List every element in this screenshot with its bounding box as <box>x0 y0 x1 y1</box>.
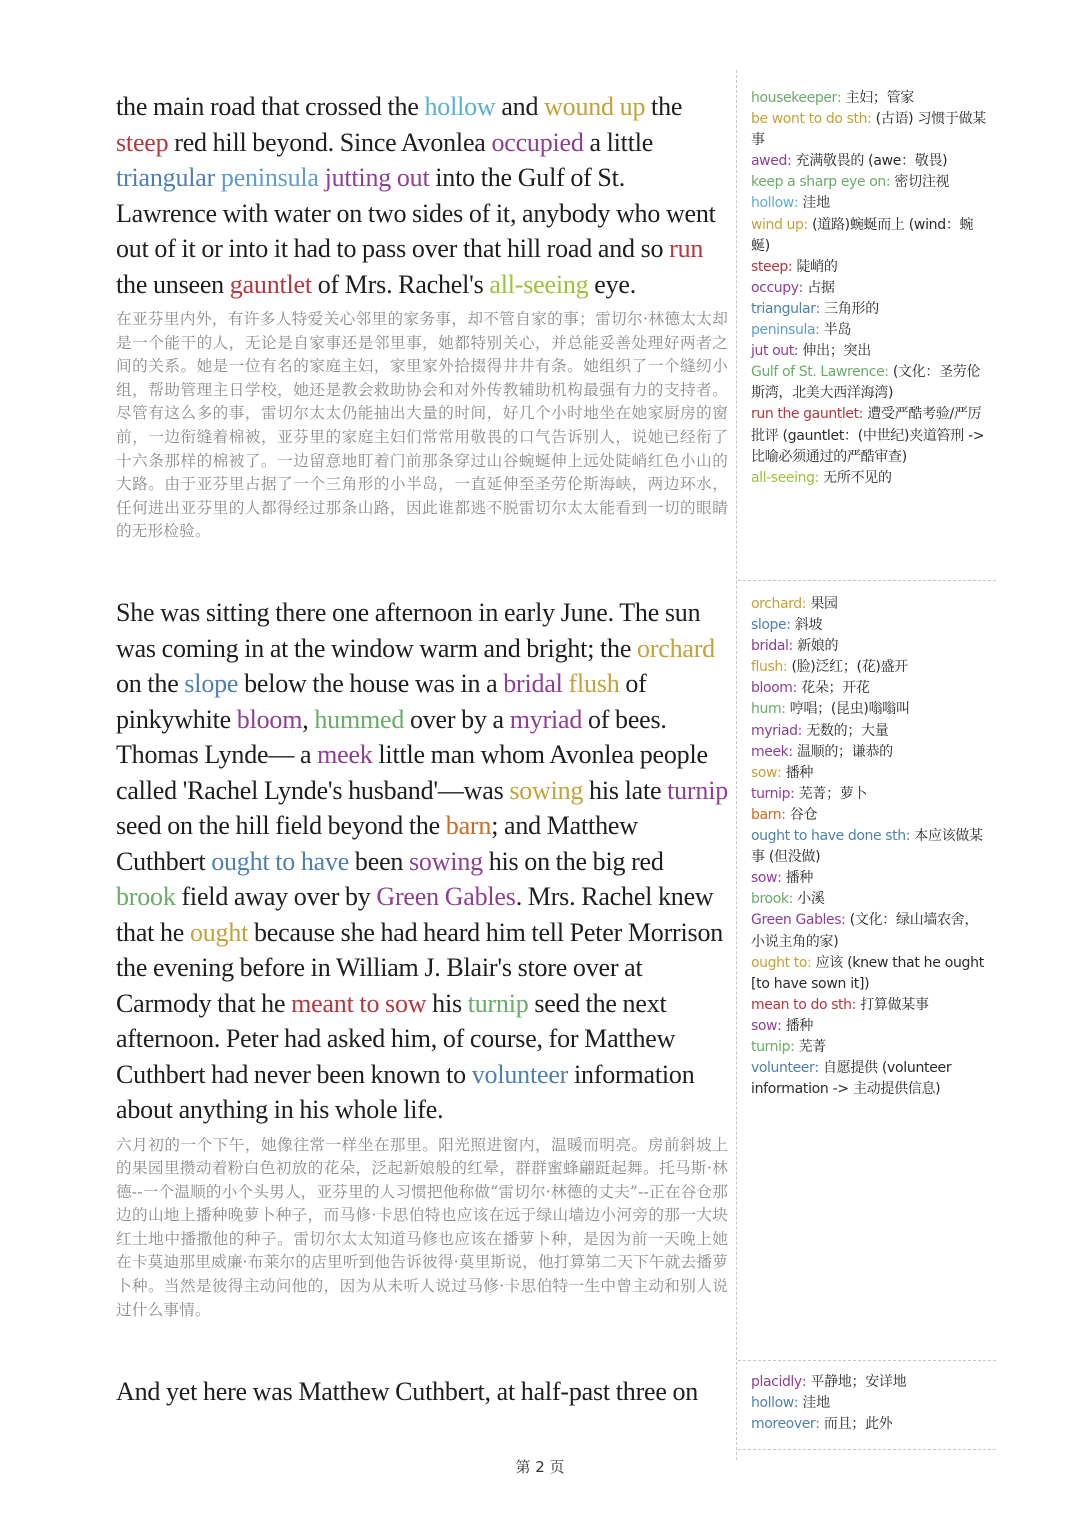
vocab-note <box>751 1016 987 1037</box>
vocab-meaning: 哼唱；(昆虫)嗡嗡叫 <box>789 701 910 718</box>
vocab-highlight: wound up <box>544 92 646 121</box>
vocab-term: myriad <box>751 722 798 739</box>
vocab-note <box>751 362 987 404</box>
vocab-meaning: 密切注视 <box>894 174 950 191</box>
vocab-note <box>751 910 987 952</box>
term-separator: : <box>798 279 808 296</box>
vocab-highlight: barn <box>445 811 492 840</box>
term-separator: : <box>786 153 796 170</box>
term-separator: : <box>793 195 803 212</box>
term-separator: : <box>797 722 807 739</box>
vocab-meaning: (脸)泛红；(花)盛开 <box>791 659 908 676</box>
vocab-meaning: 应该 (knew that he ought [to have sown it]) <box>751 954 984 992</box>
vocab-highlight: ought <box>189 917 249 947</box>
text-run: of Mrs. Rachel's <box>311 269 490 299</box>
vocab-note <box>751 636 987 657</box>
vocab-term: ought to <box>751 954 807 971</box>
vocab-highlight: volunteer <box>471 1059 569 1089</box>
vocab-term: Green Gables <box>751 912 842 929</box>
vocab-highlight: bridal <box>503 669 563 698</box>
vocab-highlight: occupied <box>491 127 584 157</box>
text-run: She was sitting there one afternoon in early June. The sun was coming in at the window warm and bright; the <box>116 598 701 663</box>
text-run: on the <box>116 669 185 698</box>
text-run: of bees. Thomas Lynde— a <box>116 704 667 769</box>
vocab-highlight: brook <box>116 882 176 911</box>
notes-separator-2 <box>738 1360 996 1361</box>
vocab-term: triangular <box>751 300 816 317</box>
vocab-highlight: turnip <box>467 988 529 1018</box>
term-separator: : <box>815 322 824 339</box>
vocab-term: Gulf of St. Lawrence <box>751 364 885 381</box>
vocab-meaning: 自愿提供 (volunteer information -> 主动提供信息) <box>751 1060 952 1098</box>
text-run: been <box>349 846 410 876</box>
vocab-meaning: 芜菁 <box>798 1038 827 1055</box>
chinese-translation-1: 在亚芬里内外，有许多人特爱关心邻里的家务事，却不管自家的事；雷切尔·林德太太却是一个能干的人，无论是自家事还是邻里事，她都特别关心，并总能妥善处理好两者之间的关系。她是一位有名的家庭主妇，家里家外拾掇得井井有条。她组织了一个缝纫小组，帮助管理主日学校，她还是教会救助协会和对外传教辅助机构最强有力的支持者。尽管有这么多的事，雷切尔太太仍能抽出大量的时间，好几个小时地坐在她家厨房的窗前，一边衔缝着棉被，亚芬里的家庭主妇们常常用敬畏的口气告诉别人，说她已经衔了十六条那样的棉被了。一边留意地盯着门前那条穿过山谷蜿蜒伸上远处陡峭红色小山的大路。由于亚芬里占据了一个三角形的小半岛，一直延伸至圣劳伦斯海峡，两边环水，任何进出亚芬里的人都得经过那条山路，因此谁都逃不脱雷切尔太太能看到一切的眼睛的无形检验。 <box>116 310 728 541</box>
vocab-term: keep a sharp eye on <box>751 174 886 191</box>
vocab-highlight: myriad <box>509 704 583 734</box>
vocab-highlight: peninsula <box>220 163 319 192</box>
term-separator: : <box>841 912 850 929</box>
vocab-meaning: 三角形的 <box>824 300 879 317</box>
vocab-meaning: 谷仓 <box>789 806 818 823</box>
vocab-meaning: 无所不见的 <box>823 469 892 486</box>
term-separator: : <box>788 638 798 655</box>
vocab-term: run the gauntlet <box>751 406 859 423</box>
text-run: of pinkywhite <box>116 669 647 734</box>
term-separator: : <box>815 300 825 317</box>
vocab-meaning: 洼地 <box>802 195 830 212</box>
vocab-note <box>751 721 987 742</box>
vocab-term: hollow <box>751 195 794 212</box>
term-separator: : <box>884 364 893 381</box>
vocab-meaning: 播种 <box>785 1017 814 1034</box>
vocab-highlight: jutting out <box>324 163 430 192</box>
passage-1 <box>116 89 728 544</box>
vocab-meaning: 半岛 <box>823 322 852 339</box>
term-separator: : <box>788 743 797 760</box>
page-number: 第 2 页 <box>515 1458 565 1476</box>
text-run: eye. <box>588 269 637 299</box>
vocab-note <box>751 657 987 678</box>
text-run: . Mrs. Rachel knew that he <box>116 882 714 947</box>
vocab-meaning: 小溪 <box>797 891 825 908</box>
term-separator: : <box>801 596 811 612</box>
term-separator: : <box>851 996 861 1013</box>
vocab-note <box>751 953 987 995</box>
vocab-term: bridal <box>751 638 789 655</box>
vocab-term: volunteer <box>751 1060 815 1077</box>
vocab-term: flush <box>751 659 783 676</box>
text-run: into the Gulf of St. Lawrence with water on two sides of it, anybody who went out of it or into it had to pass over that hill road and so <box>116 163 716 263</box>
term-separator: : <box>781 806 790 823</box>
vocab-term: jut out <box>751 343 794 360</box>
term-separator: : <box>814 469 824 486</box>
vocab-meaning: 占据 <box>807 279 835 296</box>
vocab-notes-1 <box>751 88 987 489</box>
vocab-meaning: 芜菁；萝卜 <box>798 785 868 802</box>
vocab-highlight: meek <box>317 740 373 769</box>
vocab-note <box>751 889 987 910</box>
vocab-meaning: 花朵；开花 <box>801 680 870 697</box>
term-separator: : <box>777 870 786 887</box>
vocab-meaning: 伸出；突出 <box>802 343 871 360</box>
vocab-note <box>751 468 987 489</box>
vocab-term: sow <box>751 764 778 781</box>
term-separator: : <box>781 701 790 718</box>
vocab-note <box>751 1372 987 1393</box>
vocab-note <box>751 299 987 320</box>
vocab-note <box>751 278 987 299</box>
vocab-meaning: 本应该做某事 (但没做) <box>751 828 983 866</box>
term-separator: : <box>793 343 803 360</box>
vocab-note <box>751 826 987 868</box>
text-run: And yet here was Matthew Cuthbert, at half-past three on <box>116 1377 699 1406</box>
vocab-note <box>751 320 987 341</box>
vocab-highlight: run <box>669 234 704 263</box>
notes-separator-1 <box>738 580 996 581</box>
term-separator: : <box>793 1395 803 1412</box>
vocab-term: brook <box>751 891 789 908</box>
vocab-meaning: 播种 <box>785 870 814 887</box>
vocab-highlight: meant to sow <box>291 988 427 1018</box>
vocab-term: ought to have done sth <box>751 828 906 845</box>
vocab-note <box>751 742 987 763</box>
term-separator: : <box>807 954 816 971</box>
vocab-meaning: (古语) 习惯于做某事 <box>751 111 986 149</box>
text-run: field away over by <box>175 882 377 911</box>
vocab-highlight: steep <box>116 127 169 157</box>
vocab-meaning: 斜坡 <box>794 617 823 634</box>
vocab-term: be wont to do sth <box>751 111 868 128</box>
term-separator: : <box>801 1374 811 1390</box>
passage-2 <box>116 595 728 1322</box>
vocab-highlight: bloom <box>236 704 303 734</box>
text-run: a little <box>583 127 654 157</box>
vocab-note <box>751 404 987 467</box>
vocab-highlight: hollow <box>424 92 496 121</box>
english-paragraph-3 <box>116 1374 728 1410</box>
vocab-highlight: gauntlet <box>229 269 312 299</box>
vocab-note <box>751 193 987 214</box>
vocab-note <box>751 615 987 636</box>
vocab-highlight: Green Gables <box>376 882 516 911</box>
term-separator: : <box>803 216 813 233</box>
vocab-highlight: ought to have <box>211 846 350 876</box>
vocab-note <box>751 805 987 826</box>
term-separator: : <box>788 891 798 908</box>
vocab-meaning: 果园 <box>810 596 838 612</box>
vocab-highlight: turnip <box>667 775 729 805</box>
vocab-note <box>751 215 987 257</box>
term-separator: : <box>858 406 868 423</box>
vocab-notes-3 <box>751 1372 987 1435</box>
text-run: information about anything in his whole life. <box>116 1059 695 1124</box>
text-run: seed on the hill field beyond the <box>116 811 446 840</box>
vocab-note <box>751 1058 987 1100</box>
vocab-term: peninsula <box>751 322 816 339</box>
vocab-highlight: hummed <box>314 704 405 734</box>
vocab-term: housekeeper <box>751 90 837 106</box>
vocab-meaning: 而且；此外 <box>823 1416 893 1433</box>
vocab-note <box>751 868 987 889</box>
text-run: over by a <box>404 704 510 734</box>
vocab-note <box>751 257 987 278</box>
term-separator: : <box>815 1416 824 1433</box>
text-run: seed the next afternoon. Peter had asked him, of course, for Matthew Cuthbert had never been known to <box>116 988 676 1089</box>
vocab-term: turnip <box>751 785 791 802</box>
text-run: ; and Matthew Cuthbert <box>116 811 638 876</box>
text-run: the unseen <box>116 269 230 299</box>
vocab-highlight: slope <box>184 669 239 698</box>
vocab-meaning: 陡峭的 <box>796 258 838 275</box>
text-run: below the house was in a <box>238 669 504 698</box>
text-run: and <box>495 92 545 121</box>
text-run: the <box>645 92 683 121</box>
text-run: because she had heard him tell Peter Morrison the evening before in William J. Blair's store over at Carmody that he <box>116 917 724 1018</box>
vocab-meaning: 主妇；管家 <box>845 90 914 106</box>
vocab-note <box>751 995 987 1016</box>
vocab-term: hollow <box>751 1395 794 1412</box>
text-run: his <box>426 988 468 1018</box>
vocab-highlight: flush <box>568 669 620 698</box>
vocab-meaning: 打算做某事 <box>860 996 929 1013</box>
vocab-note <box>751 109 987 151</box>
vocab-highlight: orchard <box>636 633 715 663</box>
vocab-meaning: 新娘的 <box>797 638 839 655</box>
vocab-notes-2 <box>751 594 987 1100</box>
vocab-term: sow <box>751 870 778 887</box>
vocab-term: hum <box>751 701 782 718</box>
text-run: little man whom Avonlea people called 'Rachel Lynde's husband'—was <box>116 740 708 805</box>
vocab-meaning: (文化：圣劳伦斯湾，北美大西洋海湾) <box>751 364 981 402</box>
term-separator: : <box>867 111 876 128</box>
vocab-meaning: 平静地；安详地 <box>810 1374 907 1390</box>
vocab-meaning: 遭受严酷考验/严厉批评 (gauntlet：(中世纪)夹道笞刑 -> 比喻必须通过的严酷审查) <box>751 406 985 465</box>
vocab-term: barn <box>751 806 782 823</box>
term-separator: : <box>777 764 786 781</box>
term-separator: : <box>814 1060 823 1077</box>
vocab-highlight: sowing <box>409 846 483 876</box>
term-separator: : <box>836 90 846 106</box>
vocab-term: steep <box>751 258 788 275</box>
vocab-meaning: 温顺的；谦恭的 <box>796 743 893 760</box>
text-run: his on the big red <box>482 846 664 876</box>
term-separator: : <box>787 258 797 275</box>
vocab-meaning: 无数的；大量 <box>806 722 889 739</box>
vocab-note <box>751 763 987 784</box>
term-separator: : <box>777 1017 786 1034</box>
chinese-translation-2: 六月初的一个下午，她像往常一样坐在那里。阳光照进窗内，温暖而明亮。房前斜坡上的果园里攒动着粉白色初放的花朵，泛起新娘般的红晕，群群蜜蜂翩跹起舞。托马斯·林德--一个温顺的小个头男人，亚芬里的人习惯把他称做“雷切尔·林德的丈夫”--正在谷仓那边的山地上播种晚萝卜种子，而马修·卡思伯特也应该在远于绿山墙边小河旁的那一大块红土地中播撒他的种子。雷切尔太太知道马修也应该在播萝卜种，是因为前一天晚上她在卡莫迪那里威廉·布莱尔的店里听到他告诉彼得·莫里斯说，他打算第二天下午就去播萝卜种。当然是彼得主动问他的，因为从未听人说过马修·卡思伯特一生中曾主动和别人说过什么事情。 <box>116 1135 728 1319</box>
vocab-note <box>751 151 987 172</box>
term-separator: : <box>790 785 799 802</box>
vocab-note <box>751 699 987 720</box>
vocab-term: occupy <box>751 279 799 296</box>
vocab-note <box>751 88 987 109</box>
text-run: red hill beyond. Since Avonlea <box>168 127 492 157</box>
term-separator: : <box>786 617 795 634</box>
vocab-note <box>751 172 987 193</box>
vocab-meaning: 充满敬畏的 (awe：敬畏) <box>795 153 948 170</box>
vocab-meaning: (道路)蜿蜒而上 (wind：蜿蜒) <box>751 216 974 254</box>
vocab-note <box>751 341 987 362</box>
text-run: his late <box>583 775 668 805</box>
vocab-highlight: sowing <box>509 775 584 805</box>
vocab-note <box>751 784 987 805</box>
vocab-meaning: (文化：绿山墙农舍，小说主角的家) <box>751 912 979 950</box>
term-separator: : <box>782 659 792 676</box>
vocab-term: mean to do sth <box>751 996 852 1013</box>
vocab-term: placidly <box>751 1374 802 1390</box>
vocab-meaning: 播种 <box>785 764 814 781</box>
vocab-term: turnip <box>751 1038 791 1055</box>
term-separator: : <box>885 174 895 191</box>
vocab-term: orchard <box>751 596 802 612</box>
text-run: the main road that crossed the <box>116 92 425 121</box>
vocab-term: wind up <box>751 216 804 233</box>
vocab-term: slope <box>751 617 787 634</box>
vocab-note <box>751 594 987 615</box>
vocab-term: sow <box>751 1017 778 1034</box>
vocab-highlight: all-seeing <box>489 269 589 299</box>
text-run: , <box>302 704 315 734</box>
notes-separator-3 <box>738 1449 996 1450</box>
vocab-note <box>751 1037 987 1058</box>
passage-3 <box>116 1374 728 1410</box>
vocab-note <box>751 1393 987 1414</box>
vocab-meaning: 洼地 <box>802 1395 830 1412</box>
term-separator: : <box>792 680 802 697</box>
term-separator: : <box>905 828 915 845</box>
vocab-term: moreover <box>751 1416 816 1433</box>
vocab-note <box>751 1414 987 1435</box>
term-separator: : <box>790 1038 799 1055</box>
vocab-highlight: triangular <box>116 163 216 192</box>
vocab-term: bloom <box>751 680 793 697</box>
english-paragraph-1 <box>116 89 728 302</box>
sidebar-divider <box>736 70 737 1460</box>
vocab-term: all-seeing <box>751 469 815 486</box>
english-paragraph-2 <box>116 595 728 1128</box>
vocab-term: meek <box>751 743 789 760</box>
vocab-note <box>751 678 987 699</box>
vocab-term: awed <box>751 153 787 170</box>
